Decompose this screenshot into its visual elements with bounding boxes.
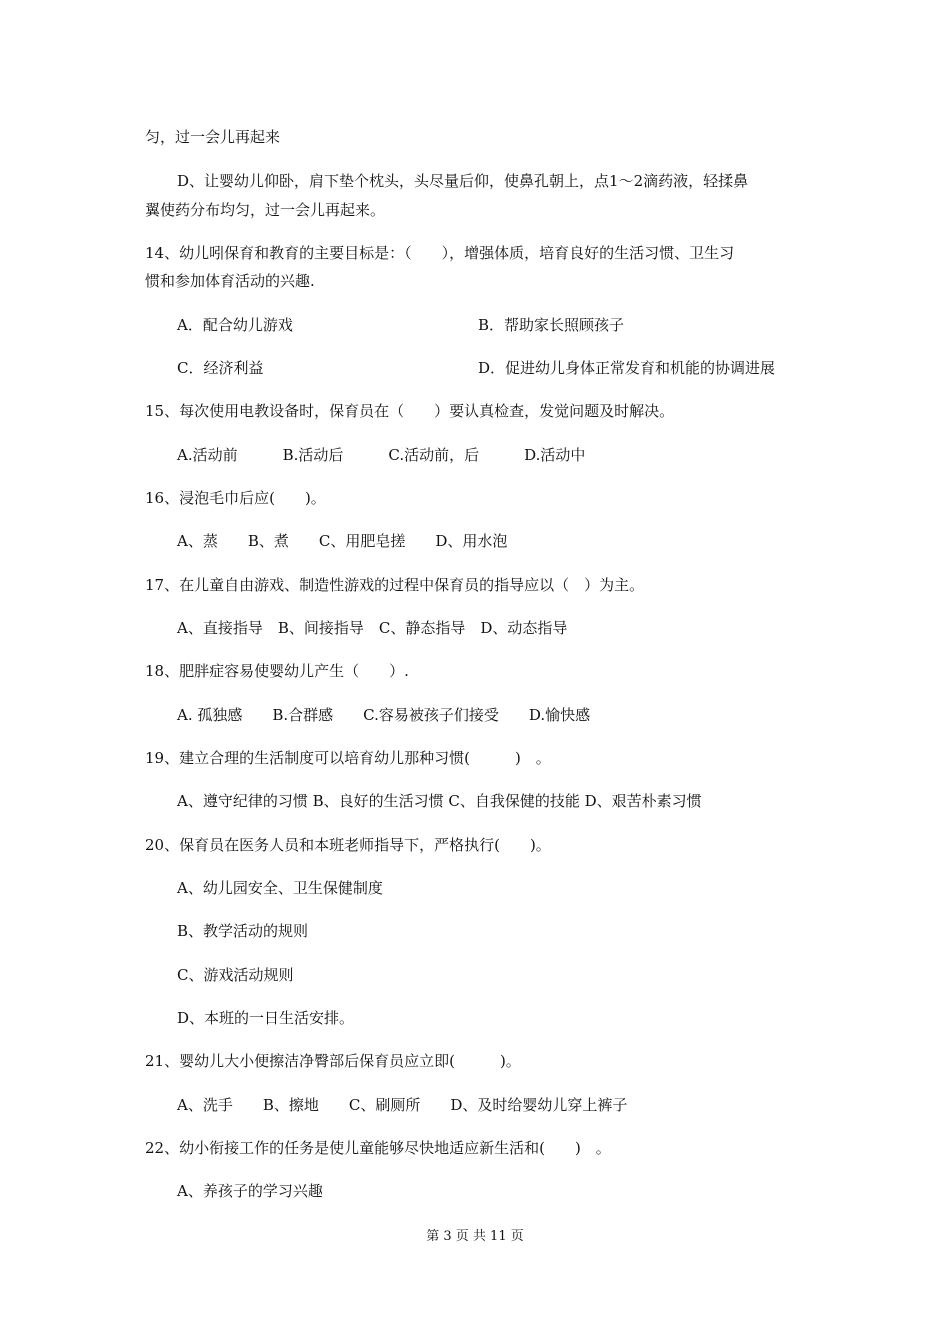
option-d: D、让婴幼儿仰卧，肩下垫个枕头，头尽量后仰，使鼻孔朝上，点1～2滴药液，轻揉鼻 [177, 172, 749, 190]
text-line: 翼使药分布均匀，过一会儿再起来。 [145, 201, 386, 219]
page-footer: 第 3 页 共 11 页 [426, 1229, 524, 1244]
text-line: 惯和参加体育活动的兴趣. [145, 272, 315, 290]
option-b: B、教学活动的规则 [177, 922, 309, 940]
question-21: 21、婴幼儿大小便擦洁净臀部后保育员应立即( )。 [145, 1052, 521, 1070]
question-14: 14、幼儿吲保育和教育的主要目标是：（ ），增强体质，培育良好的生活习惯、卫生习 [145, 244, 735, 262]
option-c: C．经济利益 [177, 359, 264, 377]
options-17: A、直接指导 B、间接指导 C、静态指导 D、动态指导 [177, 619, 568, 637]
options-15: A.活动前 B.活动后 C.活动前，后 D.活动中 [177, 446, 586, 464]
question-16: 16、浸泡毛巾后应( )。 [145, 489, 326, 507]
option-c: C、游戏活动规则 [177, 966, 294, 984]
options-18: A. 孤独感 B.合群感 C.容易被孩子们接受 D.愉快感 [177, 706, 591, 724]
option-a: A、幼儿园安全、卫生保健制度 [177, 879, 383, 897]
question-19: 19、建立合理的生活制度可以培育幼儿那种习惯( ) 。 [145, 749, 551, 767]
options-21: A、洗手 B、擦地 C、刷厕所 D、及时给婴幼儿穿上裤子 [177, 1096, 628, 1114]
option-d: D．促进幼儿身体正常发育和机能的协调进展 [478, 359, 776, 377]
text-line: 匀，过一会儿再起来 [145, 128, 281, 146]
question-17: 17、在儿童自由游戏、制造性游戏的过程中保育员的指导应以（ ）为主。 [145, 576, 645, 594]
question-15: 15、每次使用电教设备时，保育员在（ ）要认真检查，发觉问题及时解决。 [145, 402, 675, 420]
option-a: A、养孩子的学习兴趣 [177, 1182, 323, 1200]
question-18: 18、肥胖症容易使婴幼儿产生（ ）. [145, 662, 409, 680]
option-d: D、本班的一日生活安排。 [177, 1009, 355, 1027]
question-20: 20、保育员在医务人员和本班老师指导下，严格执行( )。 [145, 836, 551, 854]
options-16: A、蒸 B、煮 C、用肥皂搓 D、用水泡 [177, 532, 508, 550]
options-19: A、遵守纪律的习惯 B、良好的生活习惯 C、自我保健的技能 D、艰苦朴素习惯 [177, 792, 702, 810]
option-b: B．帮助家长照顾孩子 [478, 316, 625, 334]
question-22: 22、幼小衔接工作的任务是使儿童能够尽快地适应新生活和( ) 。 [145, 1139, 611, 1157]
option-a: A．配合幼儿游戏 [177, 316, 293, 334]
